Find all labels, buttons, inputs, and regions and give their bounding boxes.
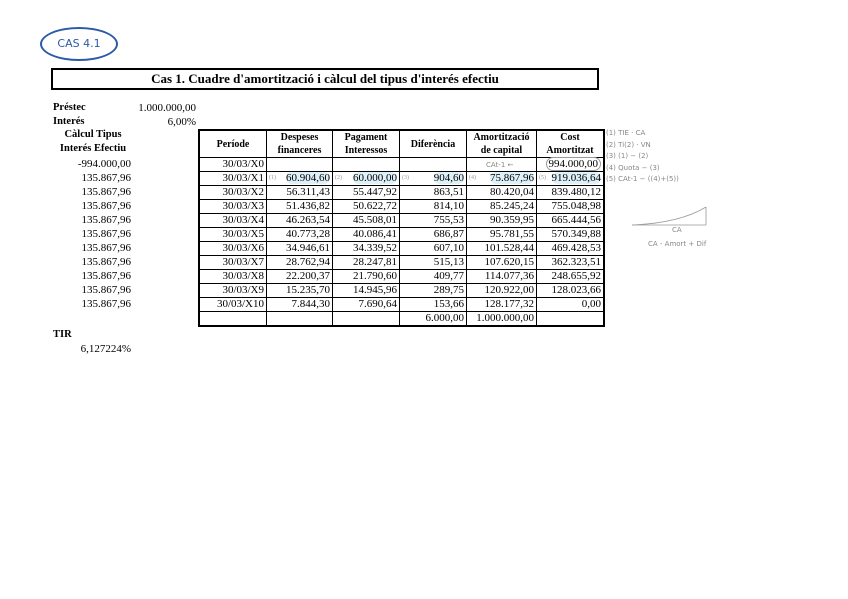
cell-value: 409,77 xyxy=(433,270,464,282)
cell-value: 30/03/X1 xyxy=(222,172,264,184)
header-text: Interessos xyxy=(344,145,388,156)
table-cell xyxy=(267,228,333,242)
table-row xyxy=(199,214,604,228)
header-text: financeres xyxy=(277,145,322,156)
table-cell xyxy=(333,214,400,228)
table-cell xyxy=(467,312,537,327)
loan-label: Préstec xyxy=(53,102,86,113)
table-cell xyxy=(467,298,537,312)
table-cell xyxy=(199,186,267,200)
table-row xyxy=(199,200,604,214)
cell-value: 919.036,64 xyxy=(551,172,601,184)
cell-value: 34.946,61 xyxy=(286,242,330,254)
cell-value: 6.000,00 xyxy=(425,312,464,324)
table-cell xyxy=(400,312,467,327)
table-cell xyxy=(400,200,467,214)
sketch-ca-label: CA xyxy=(672,226,682,234)
cell-value: 904,60 xyxy=(433,172,464,184)
note-line: (2) Ti(2) · VN xyxy=(606,140,651,149)
cell-value: 75.867,96 xyxy=(490,172,534,184)
note-line: (5) CAt-1 − ((4)+(5)) xyxy=(606,175,679,183)
cashflow-value: 135.867,96 xyxy=(81,200,131,212)
cell-value: 28.762,94 xyxy=(286,256,330,268)
table-cell xyxy=(333,228,400,242)
cell-value: 46.263,54 xyxy=(286,214,330,226)
table-cell xyxy=(537,200,605,214)
tir-value: 6,127224% xyxy=(80,343,131,355)
table-cell xyxy=(400,228,467,242)
page-title: Cas 1. Cuadre d'amortització i càlcul del tipus d'interés efectiu xyxy=(51,68,599,90)
table-row xyxy=(199,186,604,200)
cell-value: 90.359,95 xyxy=(490,214,534,226)
table-cell xyxy=(400,214,467,228)
cell-value: 7.844,30 xyxy=(291,298,330,310)
cell-value: 107.620,15 xyxy=(484,256,534,268)
cell-value: 14.945,96 xyxy=(353,284,397,296)
cell-value: 153,66 xyxy=(433,298,464,310)
table-row xyxy=(199,228,604,242)
table-cell xyxy=(537,228,605,242)
table-row xyxy=(199,172,604,186)
note-ca-arrow: CAt-1 ← xyxy=(486,161,514,169)
table-cell xyxy=(400,186,467,200)
stamp: CAS 4.1 xyxy=(40,27,118,61)
cashflow-value: 135.867,96 xyxy=(81,228,131,240)
header-text: Amortització xyxy=(473,132,530,143)
table-cell xyxy=(267,158,333,172)
cell-value: 101.528,44 xyxy=(484,242,534,254)
cell-value: 56.311,43 xyxy=(286,186,330,198)
curve-sketch-icon xyxy=(630,205,710,230)
table-cell xyxy=(199,228,267,242)
table-cell xyxy=(537,312,605,327)
cell-value: 30/03/X10 xyxy=(216,298,264,310)
handwritten-notes xyxy=(606,128,679,186)
table-cell xyxy=(537,172,605,186)
cell-value: 30/03/X7 xyxy=(222,256,264,268)
cell-value: 30/03/X3 xyxy=(222,200,264,212)
cell-value: 60.000,00 xyxy=(353,172,397,184)
amortization-table xyxy=(198,129,605,327)
table-cell xyxy=(467,270,537,284)
cell-value: 21.790,60 xyxy=(353,270,397,282)
cashflow-value: 135.867,96 xyxy=(81,284,131,296)
cell-value: 7.690,64 xyxy=(358,298,397,310)
column-header xyxy=(537,130,605,158)
table-cell xyxy=(199,270,267,284)
table-cell xyxy=(537,270,605,284)
table-cell xyxy=(333,284,400,298)
cashflow-value: 135.867,96 xyxy=(81,172,131,184)
column-header xyxy=(267,130,333,158)
note-line: (3) (1) − (2) xyxy=(606,152,649,160)
table-row xyxy=(199,270,604,284)
step-marker: (4) xyxy=(469,175,476,181)
table-cell xyxy=(400,158,467,172)
header-text: Cost xyxy=(560,132,580,143)
table-row xyxy=(199,284,604,298)
cell-value: 40.086,41 xyxy=(353,228,397,240)
column-header xyxy=(199,130,267,158)
table-cell xyxy=(400,172,467,186)
cell-value: 30/03/X2 xyxy=(222,186,264,198)
table-cell xyxy=(400,242,467,256)
table-cell xyxy=(199,172,267,186)
eff-label-1: Càlcul Tipus xyxy=(64,129,122,140)
table-cell xyxy=(467,200,537,214)
cell-value: 45.508,01 xyxy=(353,214,397,226)
cell-value: 15.235,70 xyxy=(286,284,330,296)
table-row xyxy=(199,158,604,172)
table-cell xyxy=(199,158,267,172)
loan-value: 1.000.000,00 xyxy=(138,102,196,114)
table-cell xyxy=(267,200,333,214)
cell-value: 30/03/X0 xyxy=(222,158,264,170)
cell-value: 0,00 xyxy=(581,298,601,310)
table-cell xyxy=(400,284,467,298)
rate-label: Interés xyxy=(53,116,85,127)
table-row xyxy=(199,298,604,312)
cell-value: 289,75 xyxy=(433,284,464,296)
table-cell xyxy=(467,186,537,200)
cell-value: 85.245,24 xyxy=(490,200,534,212)
note-line: (4) Quota − (3) xyxy=(606,163,660,172)
cell-value: 814,10 xyxy=(433,200,464,212)
table-cell xyxy=(467,228,537,242)
table-row xyxy=(199,242,604,256)
table-cell xyxy=(400,270,467,284)
cell-value: 686,87 xyxy=(433,228,464,240)
cell-value: 30/03/X5 xyxy=(222,228,264,240)
table-cell xyxy=(467,242,537,256)
table-cell xyxy=(537,242,605,256)
cell-value: 95.781,55 xyxy=(490,228,534,240)
cell-value: 55.447,92 xyxy=(353,186,397,198)
cell-value: 114.077,36 xyxy=(484,270,534,282)
table-cell xyxy=(333,270,400,284)
cell-value: 28.247,81 xyxy=(353,256,397,268)
table-cell xyxy=(467,214,537,228)
cell-value: 30/03/X9 xyxy=(222,284,264,296)
table-cell xyxy=(267,186,333,200)
table-cell xyxy=(267,214,333,228)
header-text: Període xyxy=(216,138,250,150)
table-cell xyxy=(199,256,267,270)
cell-value: 128.177,32 xyxy=(484,298,534,310)
cell-value: 515,13 xyxy=(433,256,464,268)
cell-value: 80.420,04 xyxy=(490,186,534,198)
table-row xyxy=(199,312,604,327)
eff-label-2: Interés Efectiu xyxy=(59,143,127,154)
table-cell xyxy=(333,312,400,327)
table-cell xyxy=(333,186,400,200)
cell-value: 51.436,82 xyxy=(286,200,330,212)
cell-value: 22.200,37 xyxy=(286,270,330,282)
sketch-caption: CA - Amort + Dif xyxy=(648,240,707,248)
table-cell xyxy=(267,312,333,327)
cell-value: 30/03/X4 xyxy=(222,214,264,226)
table-cell xyxy=(267,256,333,270)
table-cell xyxy=(467,284,537,298)
cell-value: 994.000,00 xyxy=(546,157,602,171)
cell-value: 60.904,60 xyxy=(286,172,330,184)
step-marker: (5) xyxy=(539,175,546,181)
note-line: (1) TIE · CA xyxy=(606,129,646,137)
table-cell xyxy=(537,284,605,298)
column-header xyxy=(467,130,537,158)
cell-value: 362.323,51 xyxy=(551,256,601,268)
table-cell xyxy=(199,200,267,214)
table-cell xyxy=(199,284,267,298)
table-cell xyxy=(333,200,400,214)
table-cell xyxy=(537,298,605,312)
column-header xyxy=(400,130,467,158)
table-cell xyxy=(199,312,267,327)
cashflow-value: 135.867,96 xyxy=(81,256,131,268)
cashflow-value: 135.867,96 xyxy=(81,298,131,310)
cashflow-value: 135.867,96 xyxy=(81,242,131,254)
cell-value: 128.023,66 xyxy=(551,284,601,296)
table-cell xyxy=(267,298,333,312)
table-cell xyxy=(333,256,400,270)
table-cell xyxy=(467,256,537,270)
table-cell xyxy=(267,270,333,284)
step-marker: (1) xyxy=(269,175,276,181)
table-cell xyxy=(537,186,605,200)
cell-value: 1.000.000,00 xyxy=(476,312,534,324)
cashflow-value: 135.867,96 xyxy=(81,270,131,282)
table-cell xyxy=(537,158,605,172)
table-cell xyxy=(267,284,333,298)
tir-label: TIR xyxy=(53,329,72,340)
cell-value: 665.444,56 xyxy=(551,214,601,226)
cell-value: 755.048,98 xyxy=(551,200,601,212)
step-marker: (2) xyxy=(335,175,342,181)
cell-value: 570.349,88 xyxy=(551,228,601,240)
table-cell xyxy=(267,242,333,256)
column-header xyxy=(333,130,400,158)
table-cell xyxy=(333,242,400,256)
table-cell xyxy=(400,256,467,270)
cell-value: 30/03/X6 xyxy=(222,242,264,254)
header-text: de capital xyxy=(480,145,523,156)
table-cell xyxy=(537,214,605,228)
cell-value: 755,53 xyxy=(433,214,464,226)
table-cell xyxy=(537,256,605,270)
rate-value: 6,00% xyxy=(167,116,196,128)
table-cell xyxy=(333,172,400,186)
cell-value: 607,10 xyxy=(433,242,464,254)
table-cell xyxy=(467,172,537,186)
cashflow-list xyxy=(31,158,131,312)
cell-value: 248.655,92 xyxy=(551,270,601,282)
cell-value: 30/03/X8 xyxy=(222,270,264,282)
cell-value: 34.339,52 xyxy=(353,242,397,254)
table-cell xyxy=(199,298,267,312)
table-row xyxy=(199,256,604,270)
header-text: Despeses xyxy=(280,132,319,143)
cell-value: 839.480,12 xyxy=(551,186,601,198)
cell-value: 40.773,28 xyxy=(286,228,330,240)
table-cell xyxy=(199,214,267,228)
header-text: Pagament xyxy=(344,132,388,143)
table-cell xyxy=(333,158,400,172)
table-cell xyxy=(400,298,467,312)
cell-value: 469.428,53 xyxy=(551,242,601,254)
cell-value: 50.622,72 xyxy=(353,200,397,212)
table-cell xyxy=(199,242,267,256)
step-marker: (3) xyxy=(402,175,409,181)
cashflow-value: 135.867,96 xyxy=(81,186,131,198)
cell-value: 863,51 xyxy=(433,186,464,198)
table-cell xyxy=(267,172,333,186)
cashflow-value: 135.867,96 xyxy=(81,214,131,226)
cell-value: 120.922,00 xyxy=(484,284,534,296)
cashflow-value: -994.000,00 xyxy=(77,158,131,170)
table-cell xyxy=(333,298,400,312)
header-text: Diferència xyxy=(410,138,456,150)
header-text: Amortitzat xyxy=(546,145,594,156)
